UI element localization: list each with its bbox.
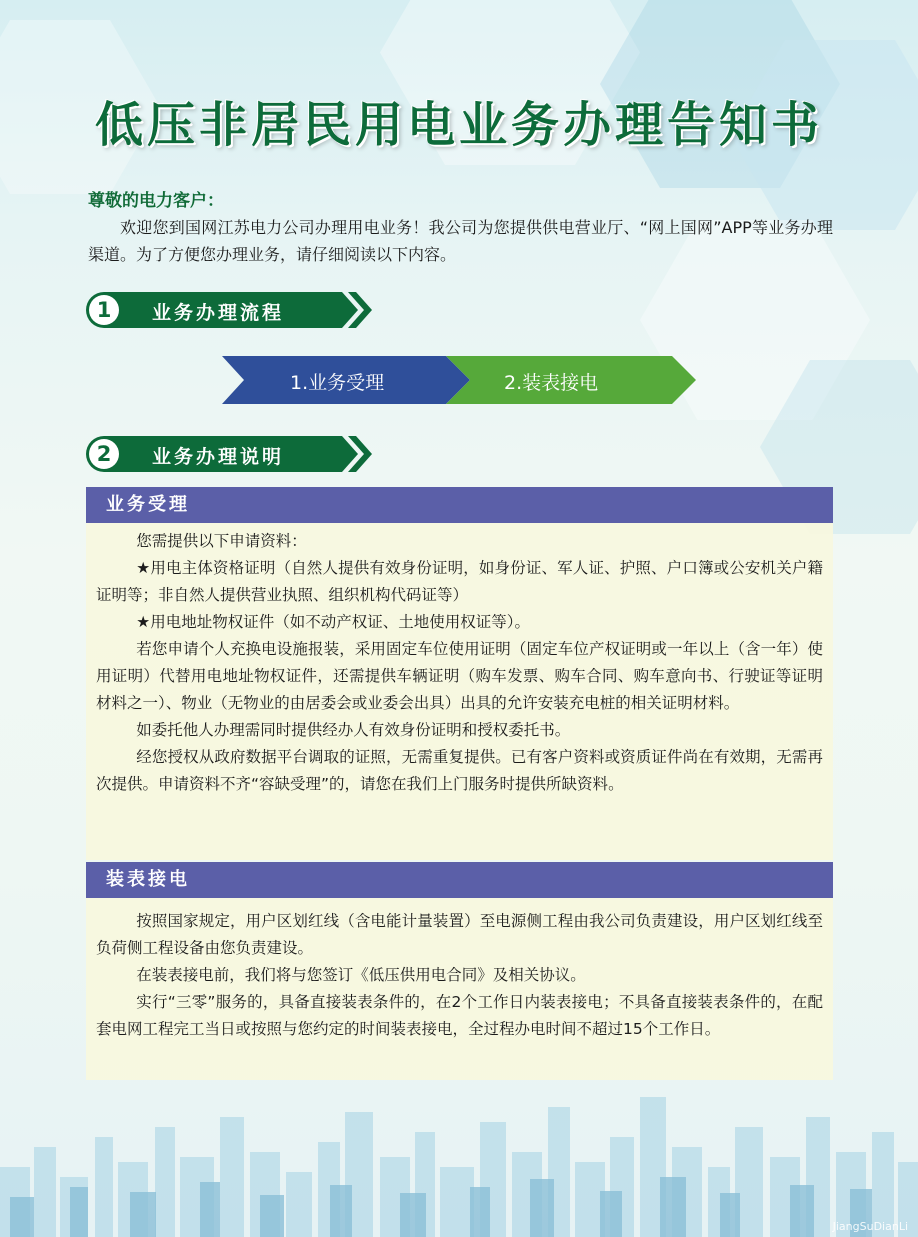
process-flow (222, 356, 698, 404)
panel-paragraph: 您需提供以下申请资料： (136, 532, 307, 550)
intro-paragraph: 欢迎您到国网江苏电力公司办理用电业务！我公司为您提供供电营业厅、“网上国网”APP等业务办理渠道。为了方便您办理业务，请仔细阅读以下内容。 (88, 218, 833, 264)
panel-body-acceptance (86, 523, 833, 860)
flow-step-1: 1.业务受理 (290, 372, 385, 394)
panel-paragraph: 实行“三零”服务的，具备直接装表条件的，在2个工作日内装表接电；不具备直接装表条件的，在配套电网工程完工当日或按照与您约定的时间装表接电，全过程办电时间不超过15个工作日。 (96, 993, 823, 1038)
section-number-badge: 1 (89, 295, 119, 325)
watermark: JiangSuDianLi (832, 1220, 908, 1233)
panel-paragraph: ★用电主体资格证明（自然人提供有效身份证明，如身份证、军人证、护照、户口簿或公安机关户籍证明等；非自然人提供营业执照、组织机构代码证等） (96, 559, 823, 604)
panel-title: 装表接电 (106, 869, 190, 890)
panel-paragraph: 若您申请个人充换电设施报装，采用固定车位使用证明（固定车位产权证明或一年以上（含一年）使用证明）代替用电地址物权证件，还需提供车辆证明（购车发票、购车合同、购车意向书、行驶证等证明材料之一）、物业（无物业的由居委会或业委会出具）出具的允许安装充电桩的相关证明材料。 (96, 640, 823, 712)
panel-header-installation (86, 862, 833, 898)
panel-header-acceptance (86, 487, 833, 523)
panel-paragraph: 经您授权从政府数据平台调取的证照，无需重复提供。已有客户资料或资质证件尚在有效期，无需再次提供。申请资料不齐“容缺受理”的，请您在我们上门服务时提供所缺资料。 (96, 748, 823, 793)
panel-paragraph: 在装表接电前，我们将与您签订《低压供用电合同》及相关协议。 (136, 966, 586, 984)
panel-paragraph: 按照国家规定，用户区划红线（含电能计量装置）至电源侧工程由我公司负责建设，用户区划红线至负荷侧工程设备由您负责建设。 (96, 912, 823, 957)
section-header-process (86, 292, 376, 328)
panel-body-installation (86, 898, 833, 1080)
flow-step-2: 2.装表接电 (504, 372, 599, 394)
section-title: 业务办理说明 (152, 446, 285, 468)
page-title: 低压非居民用电业务办理告知书 (94, 97, 823, 153)
section-number-badge: 2 (89, 439, 119, 469)
city-skyline (0, 1067, 918, 1237)
panel-title: 业务受理 (106, 494, 190, 515)
section-header-description (86, 436, 376, 472)
panel-paragraph: ★用电地址物权证件（如不动产权证、土地使用权证等）。 (136, 613, 530, 631)
panel-paragraph: 如委托他人办理需同时提供经办人有效身份证明和授权委托书。 (136, 721, 571, 739)
section-title: 业务办理流程 (152, 302, 285, 324)
greeting: 尊敬的电力客户： (88, 191, 224, 211)
